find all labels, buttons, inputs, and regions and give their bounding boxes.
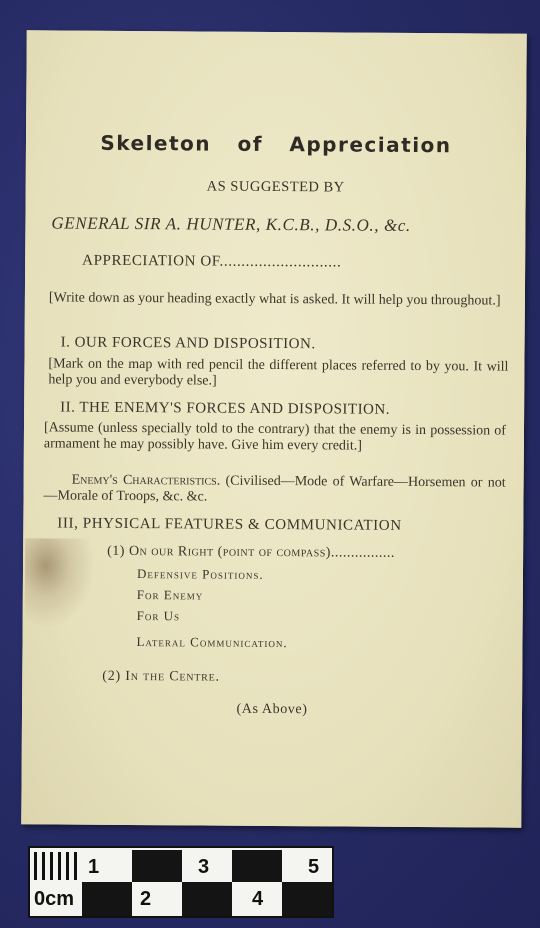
scale-mark-4: 4 [252,888,264,910]
section-1-heading: I. OUR FORCES AND DISPOSITION. [60,334,316,353]
item-for-enemy: For Enemy [136,587,204,603]
section-2-note: [Assume (unless specially told to the contrary) that the enemy is in possession of armament he may possibly have. Give him every credit.] [43,420,507,454]
document-subtitle: AS SUGGESTED BY [206,178,345,196]
enemy-characteristics [43,472,505,507]
appreciation-of-line: APPRECIATION OF............................ [82,252,342,271]
item-2-centre: (2) In the Centre. [102,668,220,685]
scale-square [282,850,332,884]
section-2-heading: II. THE ENEMY'S FORCES AND DISPOSITION. [60,399,391,418]
scale-mark-5: 5 [308,856,320,878]
document-title: Skeleton of Appreciation [100,130,452,158]
enemy-characteristics-text: (Civilised—Mode of Warfare—Horsemen or not—Morale of Troops, &c. &c. [43,473,506,505]
scale-square [282,882,332,916]
section-1-note: [Mark on the map with red pencil the different places referred to by you. It will help you and everybody else.] [48,356,509,389]
section-3-heading: III, PHYSICAL FEATURES & COMMUNICATION [57,515,402,534]
as-above: (As Above) [236,701,308,718]
item-lateral-communication: Lateral Communication. [136,634,288,651]
scale-mark-2: 2 [140,888,152,910]
scale-square [132,850,182,884]
scale-square [82,882,132,916]
scale-unit-label: 0cm [34,888,75,910]
scale-ticks [34,852,82,880]
item-defensive-positions: Defensive Positions. [136,566,264,582]
stain-mark [25,538,96,628]
enemy-characteristics-label: Enemy's Characteristics. [71,472,221,489]
intro-note: [Write down as your heading exactly what is asked. It will help you throughout.] [48,290,501,309]
item-1-right: (1) On our Right (point of compass)................ [107,543,395,561]
author-line: GENERAL SIR A. HUNTER, K.C.B., D.S.O., &c. [51,213,411,235]
item-for-us: For Us [136,608,181,624]
document-card [21,30,527,827]
scale-square [182,882,232,916]
scale-mark-3: 3 [198,856,210,878]
scale-bar [28,846,334,918]
scale-mark-1: 1 [88,856,100,878]
scale-square [232,850,282,884]
